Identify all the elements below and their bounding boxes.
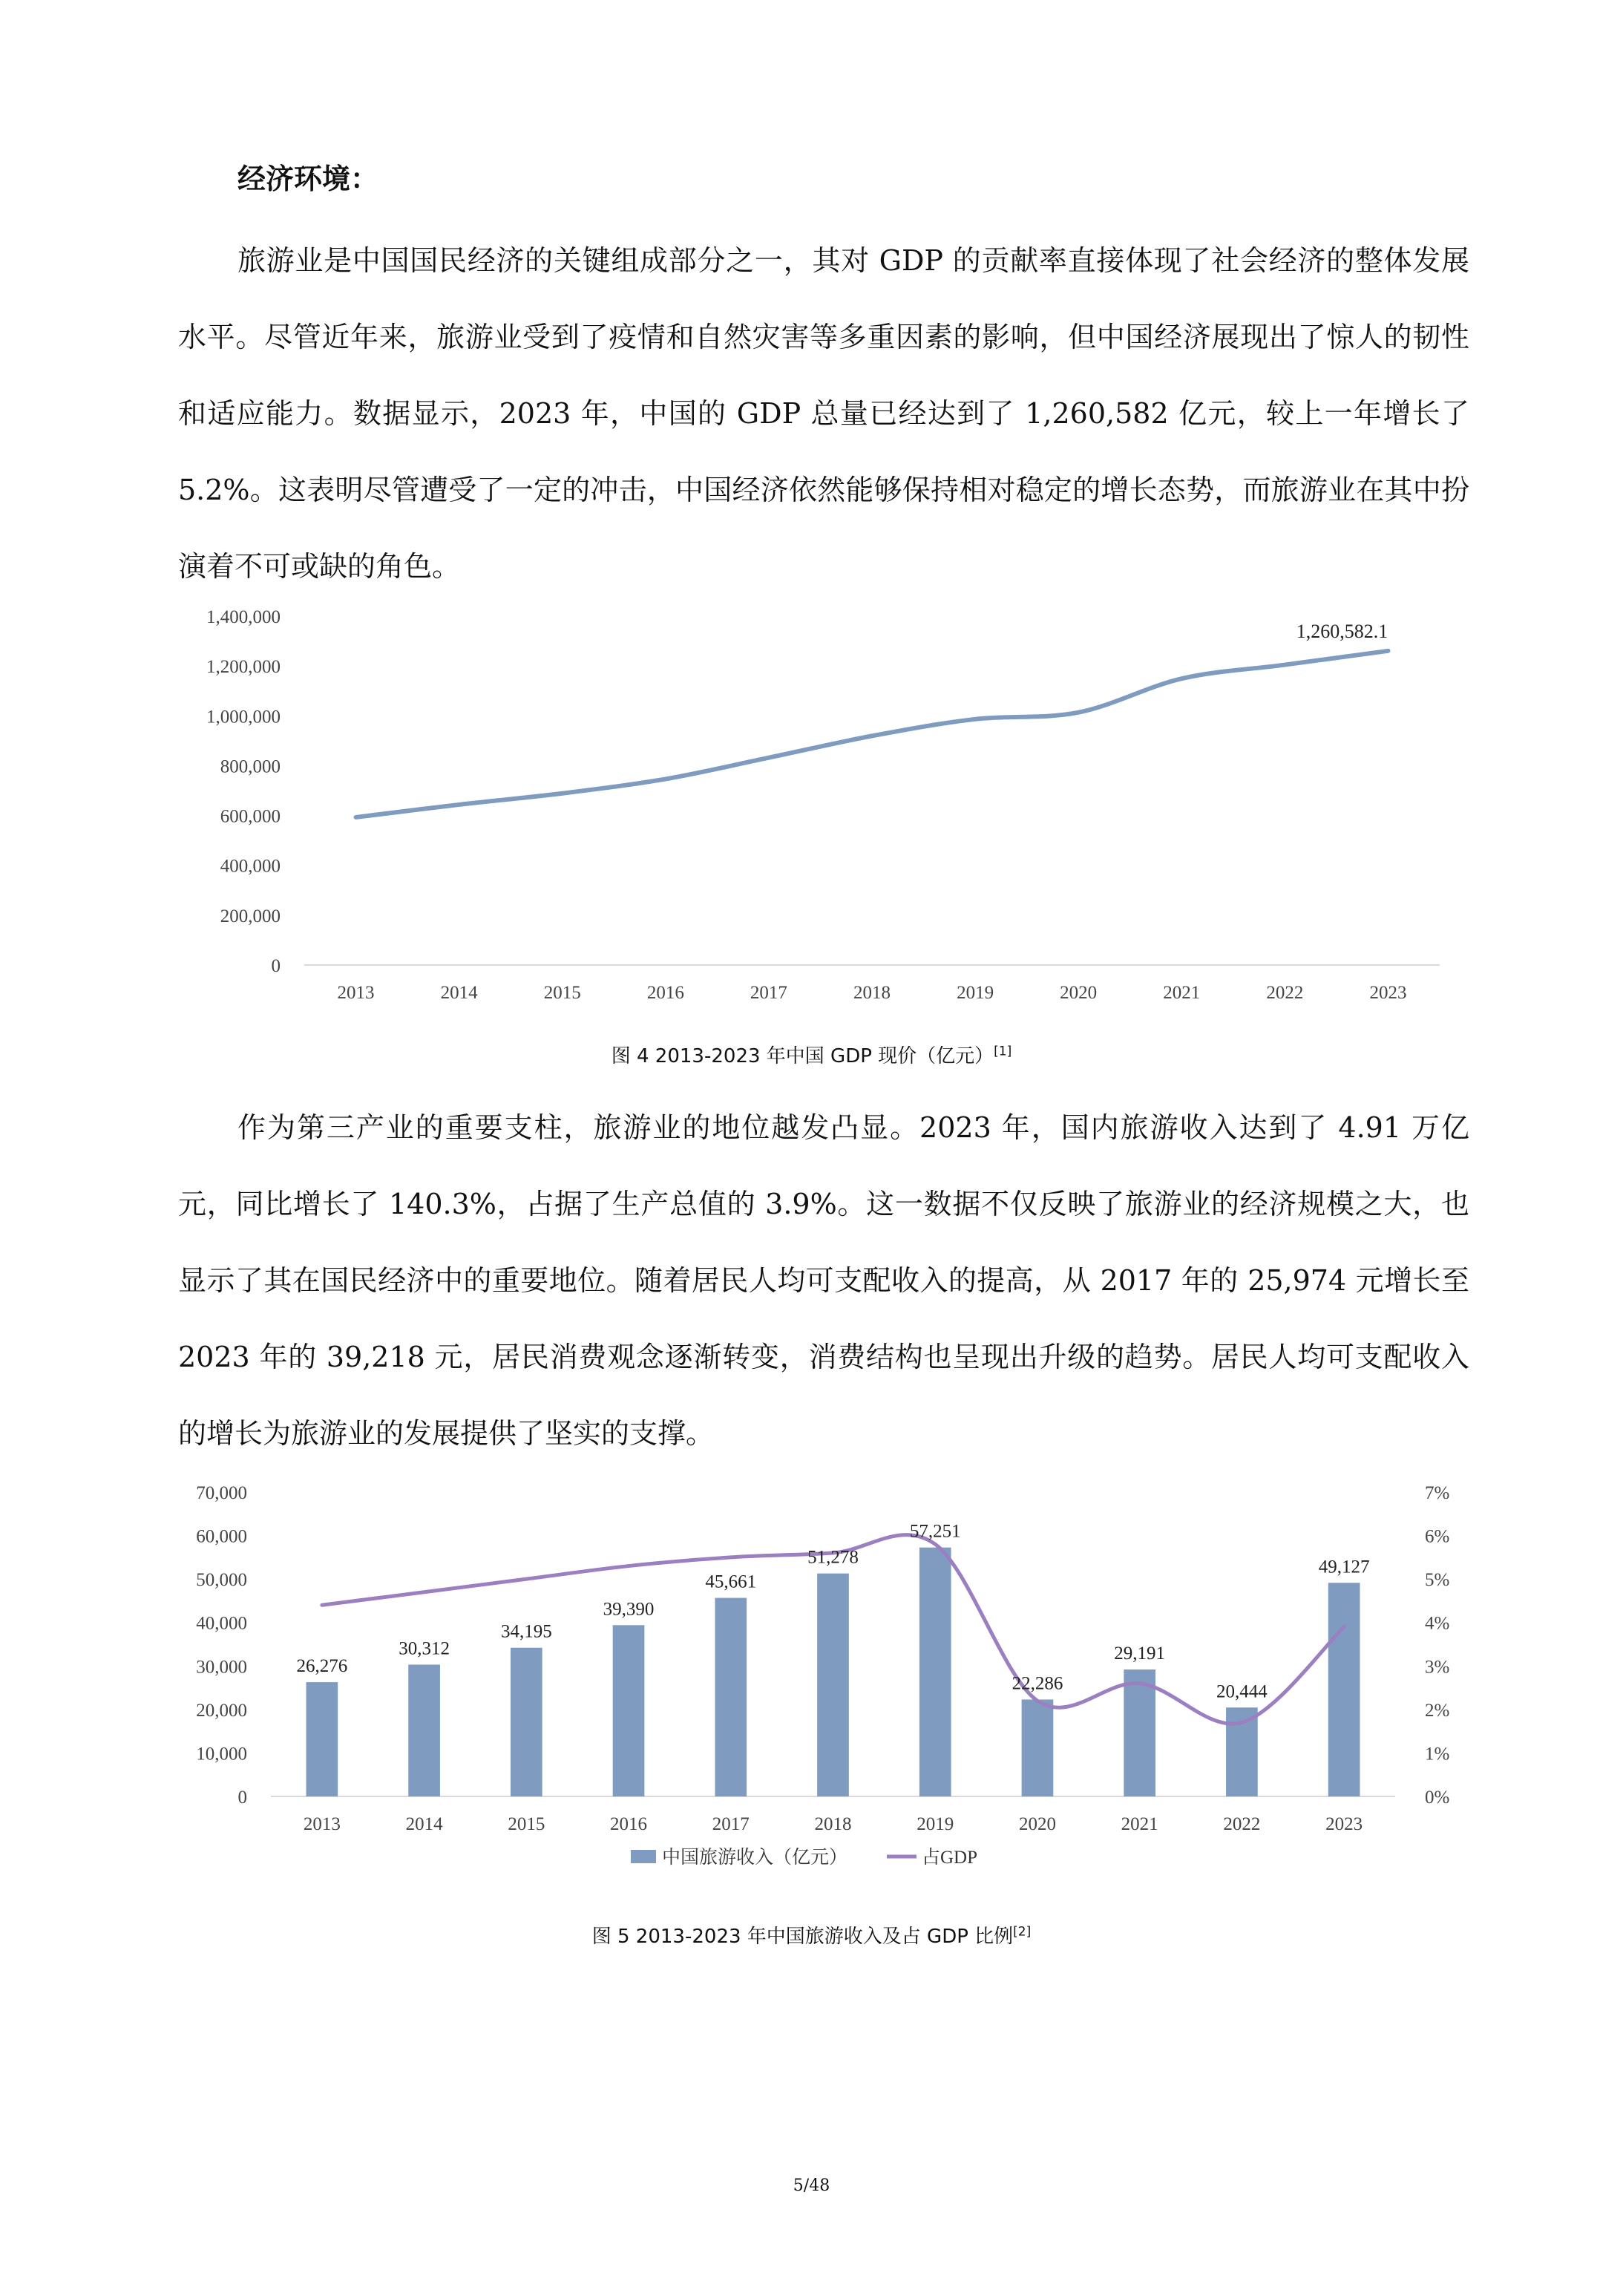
y-right-tick-label: 5% bbox=[1425, 1570, 1450, 1591]
x-tick-label: 2021 bbox=[1163, 983, 1201, 1003]
revenue-bar bbox=[919, 1548, 951, 1796]
y-right-tick-label: 4% bbox=[1425, 1613, 1450, 1634]
bar-data-label: 57,251 bbox=[909, 1521, 961, 1542]
figure-5-reference: [2] bbox=[1013, 1924, 1032, 1940]
legend-bar-swatch bbox=[631, 1850, 656, 1863]
bar-data-label: 51,278 bbox=[807, 1547, 859, 1568]
x-tick-label: 2015 bbox=[508, 1814, 545, 1834]
revenue-bar bbox=[1328, 1583, 1360, 1796]
figure-4-caption-text: 图 4 2013-2023 年中国 GDP 现价（亿元） bbox=[611, 1045, 994, 1067]
x-tick-label: 2018 bbox=[853, 983, 891, 1003]
y-left-tick-label: 40,000 bbox=[196, 1613, 247, 1634]
figure-5-caption bbox=[0, 1921, 1623, 1949]
y-left-tick-label: 20,000 bbox=[196, 1700, 247, 1721]
bar-data-label: 30,312 bbox=[399, 1638, 450, 1659]
figure-4-caption bbox=[0, 1041, 1623, 1068]
x-tick-label: 2014 bbox=[440, 983, 478, 1003]
y-right-tick-label: 2% bbox=[1425, 1700, 1450, 1721]
y-left-tick-label: 10,000 bbox=[196, 1744, 247, 1764]
y-left-tick-label: 30,000 bbox=[196, 1657, 247, 1678]
x-tick-label: 2020 bbox=[1060, 983, 1098, 1003]
paragraph-economy: 旅游业是中国国民经济的关键组成部分之一，其对 GDP 的贡献率直接体现了社会经济的整体发展水平。尽管近年来，旅游业受到了疫情和自然灾害等多重因素的影响，但中国经济展现出了惊人的韧性和适应能力。数据显示，2023 年，中国的 GDP 总量已经达到了 1,260,582 亿元，较上一年增长了 5.2%。这表明尽管遭受了一定的冲击，中国经济依然能够保持相对稳定的增长态势，而旅游业在其中扮演着不可或缺的角色。 bbox=[178, 244, 1469, 583]
y-left-tick-label: 60,000 bbox=[196, 1526, 247, 1547]
y-tick-label: 200,000 bbox=[220, 906, 281, 926]
section-heading: 经济环境： bbox=[237, 162, 379, 195]
bar-data-label: 29,191 bbox=[1114, 1643, 1166, 1664]
y-left-tick-label: 50,000 bbox=[196, 1570, 247, 1591]
x-tick-label: 2022 bbox=[1223, 1814, 1261, 1834]
x-tick-label: 2016 bbox=[610, 1814, 648, 1834]
bar-data-label: 34,195 bbox=[500, 1621, 552, 1642]
gdp-line bbox=[356, 651, 1388, 817]
y-right-tick-label: 6% bbox=[1425, 1526, 1450, 1547]
figure-5-caption-text: 图 5 2013-2023 年中国旅游收入及占 GDP 比例 bbox=[591, 1926, 1014, 1948]
x-tick-label: 2016 bbox=[646, 983, 684, 1003]
x-tick-label: 2023 bbox=[1325, 1814, 1363, 1834]
gdp-line-chart bbox=[163, 594, 1469, 1017]
x-tick-label: 2014 bbox=[405, 1814, 443, 1834]
revenue-bar bbox=[715, 1598, 747, 1796]
tourism-revenue-chart bbox=[163, 1466, 1469, 1882]
x-tick-label: 2018 bbox=[814, 1814, 852, 1834]
x-tick-label: 2013 bbox=[303, 1814, 341, 1834]
figure-4-reference: [1] bbox=[994, 1044, 1012, 1059]
y-left-tick-label: 70,000 bbox=[196, 1483, 247, 1503]
revenue-bar bbox=[408, 1664, 440, 1796]
revenue-bar bbox=[1124, 1669, 1155, 1796]
x-tick-label: 2022 bbox=[1266, 983, 1304, 1003]
x-tick-label: 2019 bbox=[957, 983, 994, 1003]
y-tick-label: 0 bbox=[271, 956, 281, 976]
bar-data-label: 39,390 bbox=[603, 1599, 655, 1620]
paragraph-tourism: 作为第三产业的重要支柱，旅游业的地位越发凸显。2023 年，国内旅游收入达到了 4.91 万亿元，同比增长了 140.3%，占据了生产总值的 3.9%。这一数据不仅反映了旅游业的经济规模之大，也显示了其在国民经济中的重要地位。随着居民人均可支配收入的提高，从 2017 年的 25,974 元增长至 2023 年的 39,218 元，居民消费观念逐渐转变，消费结构也呈现出升级的趋势。居民人均可支配收入的增长为旅游业的发展提供了坚实的支撑。 bbox=[178, 1111, 1469, 1450]
x-tick-label: 2021 bbox=[1121, 1814, 1158, 1834]
legend-line-label: 占GDP bbox=[922, 1848, 978, 1868]
x-tick-label: 2019 bbox=[917, 1814, 954, 1834]
revenue-bar bbox=[306, 1682, 338, 1796]
bar-data-label: 22,286 bbox=[1011, 1673, 1063, 1694]
y-tick-label: 400,000 bbox=[220, 856, 281, 877]
bar-data-label: 45,661 bbox=[705, 1571, 757, 1592]
x-tick-label: 2023 bbox=[1369, 983, 1407, 1003]
y-tick-label: 1,400,000 bbox=[206, 607, 281, 627]
x-tick-label: 2017 bbox=[750, 983, 787, 1003]
legend-bar-label: 中国旅游收入（亿元） bbox=[662, 1848, 848, 1868]
y-tick-label: 600,000 bbox=[220, 806, 281, 827]
revenue-bar bbox=[817, 1574, 849, 1796]
y-right-tick-label: 0% bbox=[1425, 1788, 1450, 1808]
y-tick-label: 1,000,000 bbox=[206, 707, 281, 727]
y-right-tick-label: 3% bbox=[1425, 1657, 1450, 1678]
bar-data-label: 26,276 bbox=[296, 1656, 348, 1677]
bar-data-label: 49,127 bbox=[1318, 1557, 1370, 1577]
data-label: 1,260,582.1 bbox=[1296, 620, 1388, 642]
x-tick-label: 2020 bbox=[1018, 1814, 1056, 1834]
x-tick-label: 2015 bbox=[543, 983, 581, 1003]
revenue-bar bbox=[511, 1648, 542, 1796]
y-right-tick-label: 1% bbox=[1425, 1744, 1450, 1764]
bar-data-label: 20,444 bbox=[1216, 1681, 1268, 1702]
y-tick-label: 1,200,000 bbox=[206, 657, 281, 678]
page-number: 5/48 bbox=[793, 2176, 830, 2195]
x-tick-label: 2013 bbox=[337, 983, 375, 1003]
revenue-bar bbox=[1022, 1699, 1054, 1796]
y-tick-label: 800,000 bbox=[220, 756, 281, 777]
y-right-tick-label: 7% bbox=[1425, 1483, 1450, 1503]
y-left-tick-label: 0 bbox=[237, 1788, 247, 1808]
x-tick-label: 2017 bbox=[712, 1814, 750, 1834]
revenue-bar bbox=[613, 1625, 645, 1796]
